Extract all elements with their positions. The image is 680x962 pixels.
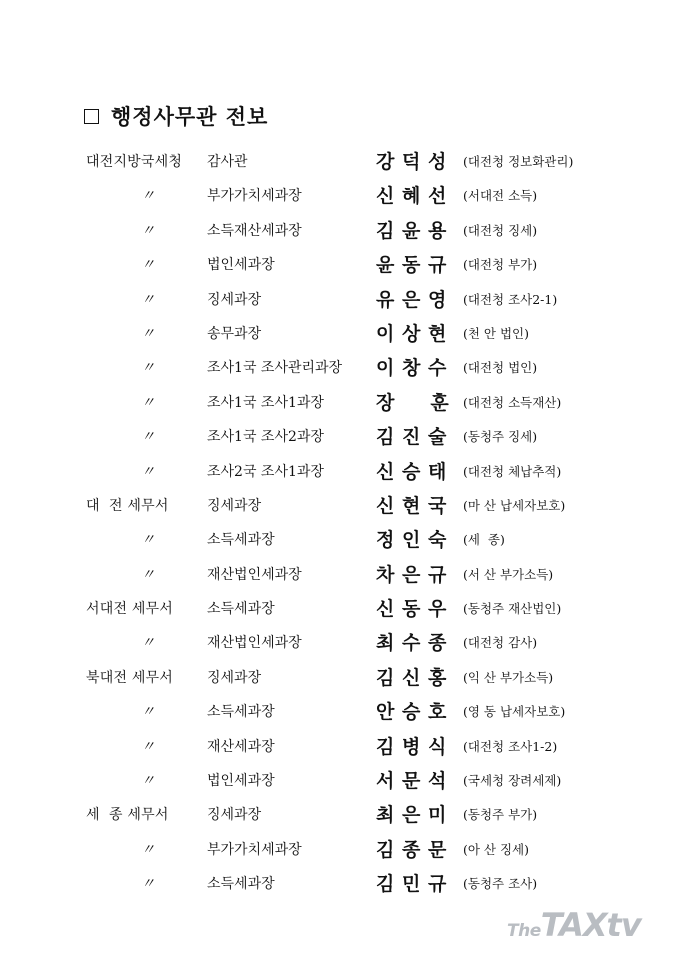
person-name: 김 진 술 — [376, 426, 447, 449]
person-name: 김 민 규 — [376, 873, 447, 896]
previous-post: (서대전 소득) — [463, 188, 538, 204]
previous-post: (대전청 징세) — [463, 222, 538, 238]
person-name: 최 은 미 — [376, 804, 447, 827]
person-name: 정 인 숙 — [376, 529, 447, 552]
assignment-row — [0, 831, 680, 865]
previous-post: (천 안 법인) — [463, 325, 530, 341]
thetaxtv-watermark-logo — [507, 906, 641, 944]
previous-post: (동청주 조사) — [463, 876, 538, 892]
previous-post: (동청주 재산법인) — [463, 601, 562, 617]
previous-post: (대전청 정보화관리) — [463, 154, 574, 169]
ditto-mark: 〃 — [141, 394, 155, 411]
previous-post: (대전청 체납추적) — [463, 463, 562, 479]
department-title: 소득재산세과장 — [207, 222, 302, 239]
department-title: 조사1국 조사1과장 — [207, 394, 324, 411]
previous-post: (대전청 조사2-1) — [463, 291, 558, 307]
ditto-mark: 〃 — [141, 463, 155, 480]
assignment-row — [0, 349, 680, 383]
assignment-row — [0, 624, 680, 658]
department-title: 법인세과장 — [207, 257, 275, 274]
previous-post: (국세청 장려세제) — [463, 773, 562, 789]
previous-post: (아 산 징세) — [463, 841, 530, 857]
person-name: 차 은 규 — [376, 563, 447, 586]
previous-post: (마 산 납세자보호) — [463, 497, 566, 513]
person-name: 안 승 호 — [376, 701, 447, 724]
department-title: 조사1국 조사2과장 — [207, 429, 324, 446]
department-title: 부가가치세과장 — [207, 188, 302, 205]
ditto-mark: 〃 — [141, 257, 155, 274]
assignment-row — [0, 384, 680, 418]
previous-post: (세 종) — [463, 532, 505, 548]
assignment-row — [0, 865, 680, 899]
person-name: 김 병 식 — [376, 735, 447, 758]
previous-post: (서 산 부가소득) — [463, 566, 554, 582]
office-name: 세 종 세무서 — [86, 807, 169, 824]
assignment-row — [0, 212, 680, 246]
person-name: 이 창 수 — [376, 357, 447, 380]
department-title: 소득세과장 — [207, 601, 275, 618]
watermark-brand: TAXtv — [540, 906, 641, 944]
person-name: 김 종 문 — [376, 838, 447, 861]
previous-post: (영 동 납세자보호) — [463, 704, 566, 720]
assignment-row — [0, 246, 680, 280]
ditto-mark: 〃 — [141, 429, 155, 446]
previous-post: (대전청 부가) — [463, 257, 538, 273]
office-name: 대 전 세무서 — [86, 497, 169, 514]
ditto-mark: 〃 — [141, 188, 155, 205]
person-name: 신 승 태 — [376, 460, 447, 483]
assignment-row — [0, 556, 680, 590]
department-title: 징세과장 — [207, 807, 262, 824]
person-name: 김 윤 용 — [376, 219, 447, 242]
previous-post: (동청주 부가) — [463, 807, 538, 823]
office-name: 서대전 세무서 — [86, 601, 173, 618]
department-title: 소득세과장 — [207, 876, 275, 893]
assignment-row — [0, 315, 680, 349]
person-name: 강 덕 성 — [376, 151, 447, 173]
department-title: 재산법인세과장 — [207, 635, 302, 652]
ditto-mark: 〃 — [141, 738, 155, 755]
person-name: 김 신 홍 — [376, 666, 447, 689]
person-name: 최 수 종 — [376, 632, 447, 655]
office-name: 북대전 세무서 — [86, 669, 173, 686]
previous-post: (대전청 감사) — [463, 635, 538, 651]
assignment-row — [0, 728, 680, 762]
assignment-row — [0, 177, 680, 211]
person-name: 서 문 석 — [376, 770, 447, 793]
section-title — [84, 100, 268, 132]
person-name: 유 은 영 — [376, 288, 447, 311]
assignment-row — [0, 590, 680, 624]
ditto-mark: 〃 — [141, 635, 155, 652]
ditto-mark: 〃 — [141, 704, 155, 721]
assignment-row — [0, 487, 680, 521]
department-title: 소득세과장 — [207, 704, 275, 721]
section-title-text: 행정사무관 전보 — [111, 105, 269, 129]
assignment-row — [0, 143, 680, 177]
person-name: 장 훈 — [376, 391, 450, 414]
assignment-row — [0, 693, 680, 727]
previous-post: (익 산 부가소득) — [463, 669, 554, 685]
department-title: 감사관 — [207, 154, 248, 170]
department-title: 징세과장 — [207, 669, 262, 686]
assignment-row — [0, 453, 680, 487]
department-title: 송무과장 — [207, 325, 262, 342]
ditto-mark: 〃 — [141, 222, 155, 239]
previous-post: (대전청 소득재산) — [463, 394, 562, 410]
office-name: 대전지방국세청 — [86, 154, 183, 170]
ditto-mark: 〃 — [141, 532, 155, 549]
assignment-list — [0, 143, 680, 900]
previous-post: (대전청 법인) — [463, 360, 538, 376]
assignment-row — [0, 281, 680, 315]
previous-post: (대전청 조사1-2) — [463, 738, 558, 754]
assignment-row — [0, 418, 680, 452]
assignment-row — [0, 762, 680, 796]
department-title: 소득세과장 — [207, 532, 275, 549]
ditto-mark: 〃 — [141, 773, 155, 790]
ditto-mark: 〃 — [141, 841, 155, 858]
department-title: 징세과장 — [207, 291, 262, 308]
department-title: 법인세과장 — [207, 773, 275, 790]
department-title: 징세과장 — [207, 497, 262, 514]
ditto-mark: 〃 — [141, 360, 155, 377]
person-name: 신 혜 선 — [376, 185, 447, 208]
checkbox-square-icon — [84, 109, 99, 124]
person-name: 윤 동 규 — [376, 254, 447, 277]
person-name: 신 현 국 — [376, 494, 447, 517]
ditto-mark: 〃 — [141, 566, 155, 583]
person-name: 이 상 현 — [376, 322, 447, 345]
person-name: 신 동 우 — [376, 598, 447, 621]
ditto-mark: 〃 — [141, 325, 155, 342]
department-title: 조사2국 조사1과장 — [207, 463, 324, 480]
ditto-mark: 〃 — [141, 876, 155, 893]
department-title: 재산세과장 — [207, 738, 275, 755]
assignment-row — [0, 659, 680, 693]
ditto-mark: 〃 — [141, 291, 155, 308]
previous-post: (동청주 징세) — [463, 429, 538, 445]
department-title: 조사1국 조사관리과장 — [207, 360, 343, 377]
assignment-row — [0, 796, 680, 830]
department-title: 재산법인세과장 — [207, 566, 302, 583]
watermark-prefix: The — [507, 921, 541, 941]
department-title: 부가가치세과장 — [207, 841, 302, 858]
assignment-row — [0, 521, 680, 555]
